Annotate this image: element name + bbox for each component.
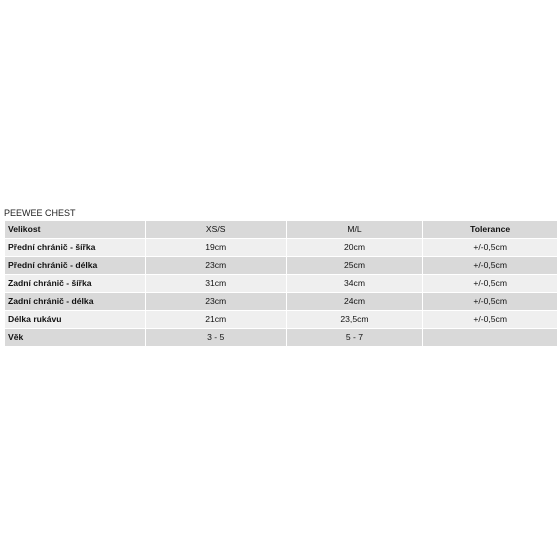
table-header-row xyxy=(5,221,557,238)
row-value-xs-s: 23cm xyxy=(146,257,286,274)
row-value-tolerance: +/-0,5cm xyxy=(423,293,557,310)
table-title: PEEWEE CHEST xyxy=(4,208,76,218)
table-row xyxy=(5,275,557,292)
row-value-xs-s: 3 - 5 xyxy=(146,329,286,346)
table-row xyxy=(5,293,557,310)
row-value-m-l: 20cm xyxy=(287,239,423,256)
header-tolerance: Tolerance xyxy=(423,221,557,238)
row-value-tolerance: +/-0,5cm xyxy=(423,239,557,256)
row-value-m-l: 25cm xyxy=(287,257,423,274)
header-m-l: M/L xyxy=(287,221,423,238)
row-value-tolerance: +/-0,5cm xyxy=(423,311,557,328)
table-row xyxy=(5,257,557,274)
row-value-m-l: 34cm xyxy=(287,275,423,292)
header-label: Velikost xyxy=(5,221,145,238)
row-value-tolerance: +/-0,5cm xyxy=(423,275,557,292)
table-row xyxy=(5,311,557,328)
header-xs-s: XS/S xyxy=(146,221,286,238)
row-value-m-l: 5 - 7 xyxy=(287,329,423,346)
row-value-tolerance: +/-0,5cm xyxy=(423,257,557,274)
table-row xyxy=(5,239,557,256)
row-label: Zadní chránič - šířka xyxy=(5,275,145,292)
row-value-m-l: 23,5cm xyxy=(287,311,423,328)
row-label: Přední chránič - šířka xyxy=(5,239,145,256)
row-label: Přední chránič - délka xyxy=(5,257,145,274)
row-label: Délka rukávu xyxy=(5,311,145,328)
row-value-xs-s: 23cm xyxy=(146,293,286,310)
row-value-xs-s: 21cm xyxy=(146,311,286,328)
size-chart xyxy=(4,208,558,347)
size-table xyxy=(4,220,558,347)
row-label: Zadní chránič - délka xyxy=(5,293,145,310)
row-value-xs-s: 19cm xyxy=(146,239,286,256)
row-value-m-l: 24cm xyxy=(287,293,423,310)
row-label: Věk xyxy=(5,329,145,346)
row-value-xs-s: 31cm xyxy=(146,275,286,292)
row-value-tolerance xyxy=(423,329,557,346)
table-row xyxy=(5,329,557,346)
